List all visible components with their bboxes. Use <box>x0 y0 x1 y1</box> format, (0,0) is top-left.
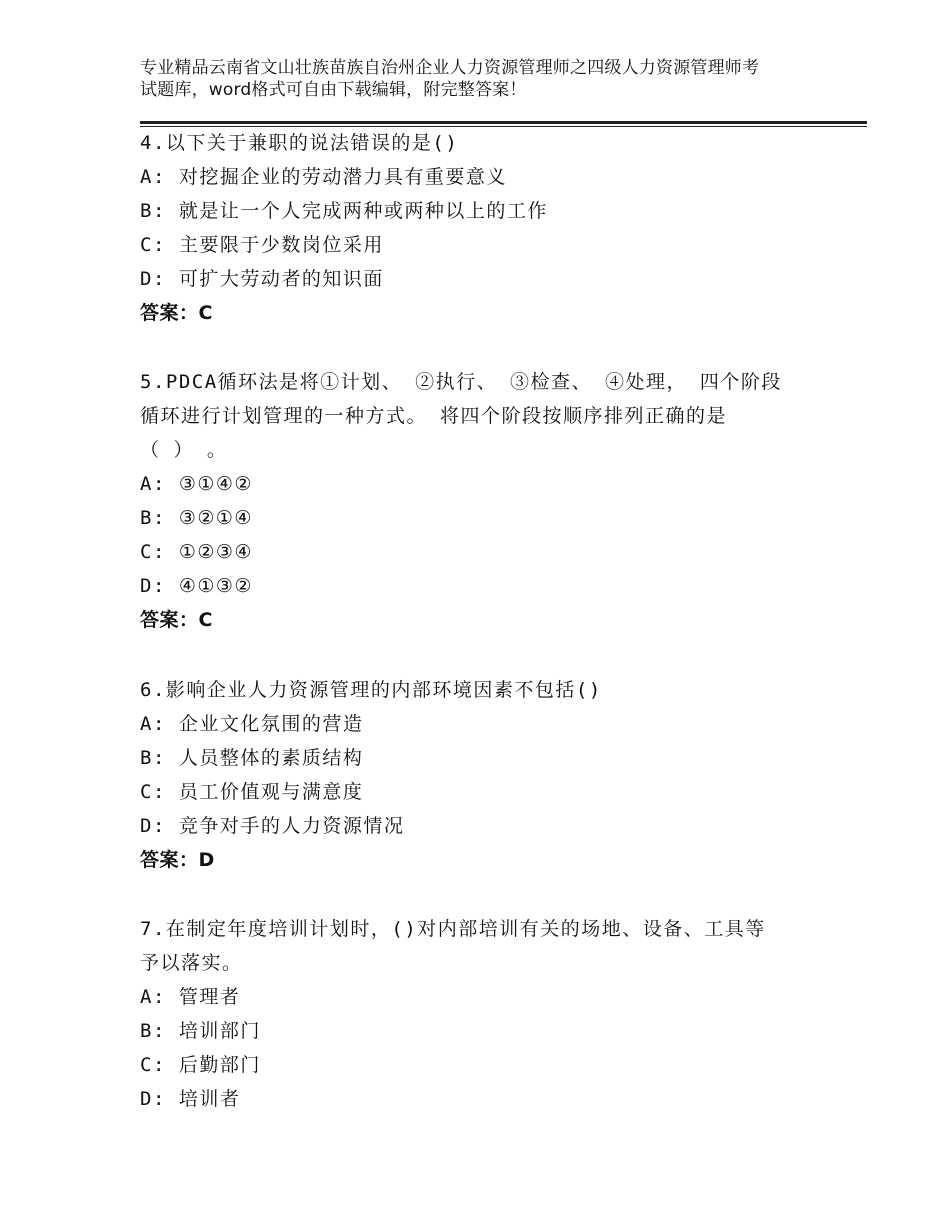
question-stem: 5.PDCA循环法是将①计划、 ②执行、 ③检查、 ④处理， 四个阶段 <box>140 371 782 393</box>
header-divider-thick <box>140 121 867 124</box>
answer: 答案：C <box>140 609 213 631</box>
option-a: A: ③①④② <box>140 473 253 495</box>
header-line-2: 试题库，word格式可自由下载编辑，附完整答案！ <box>140 80 527 100</box>
header-line-1: 专业精品云南省文山壮族苗族自治州企业人力资源管理师之四级人力资源管理师考 <box>140 58 760 78</box>
option-b: B: 培训部门 <box>140 1020 261 1042</box>
option-d: D: 可扩大劳动者的知识面 <box>140 268 384 290</box>
option-b: B: 人员整体的素质结构 <box>140 747 364 769</box>
option-d: D: 竞争对手的人力资源情况 <box>140 815 405 837</box>
question-7 <box>140 912 840 1116</box>
option-c: C: 后勤部门 <box>140 1054 261 1076</box>
option-a: A: 管理者 <box>140 986 241 1008</box>
answer: 答案：C <box>140 302 213 324</box>
question-stem-continued: （ ） 。 <box>140 439 228 461</box>
question-stem: 6.影响企业人力资源管理的内部环境因素不包括() <box>140 679 602 701</box>
question-stem-continued: 予以落实。 <box>140 952 243 974</box>
document-header <box>140 57 840 101</box>
question-stem-continued: 循环进行计划管理的一种方式。 将四个阶段按顺序排列正确的是 <box>140 405 727 427</box>
option-b: B: ③②①④ <box>140 507 253 529</box>
option-c: C: 员工价值观与满意度 <box>140 781 364 803</box>
option-d: D: 培训者 <box>140 1088 241 1110</box>
question-stem: 4.以下关于兼职的说法错误的是() <box>140 132 459 154</box>
option-b: B: 就是让一个人完成两种或两种以上的工作 <box>140 200 548 222</box>
option-c: C: 主要限于少数岗位采用 <box>140 234 384 256</box>
question-6 <box>140 673 840 877</box>
answer: 答案：D <box>140 849 215 871</box>
option-c: C: ①②③④ <box>140 541 253 563</box>
question-4 <box>140 126 840 330</box>
question-stem: 7.在制定年度培训计划时，()对内部培训有关的场地、设备、工具等 <box>140 918 766 940</box>
option-d: D: ④①③② <box>140 575 253 597</box>
question-5 <box>140 365 840 637</box>
option-a: A: 对挖掘企业的劳动潜力具有重要意义 <box>140 166 507 188</box>
option-a: A: 企业文化氛围的营造 <box>140 713 364 735</box>
